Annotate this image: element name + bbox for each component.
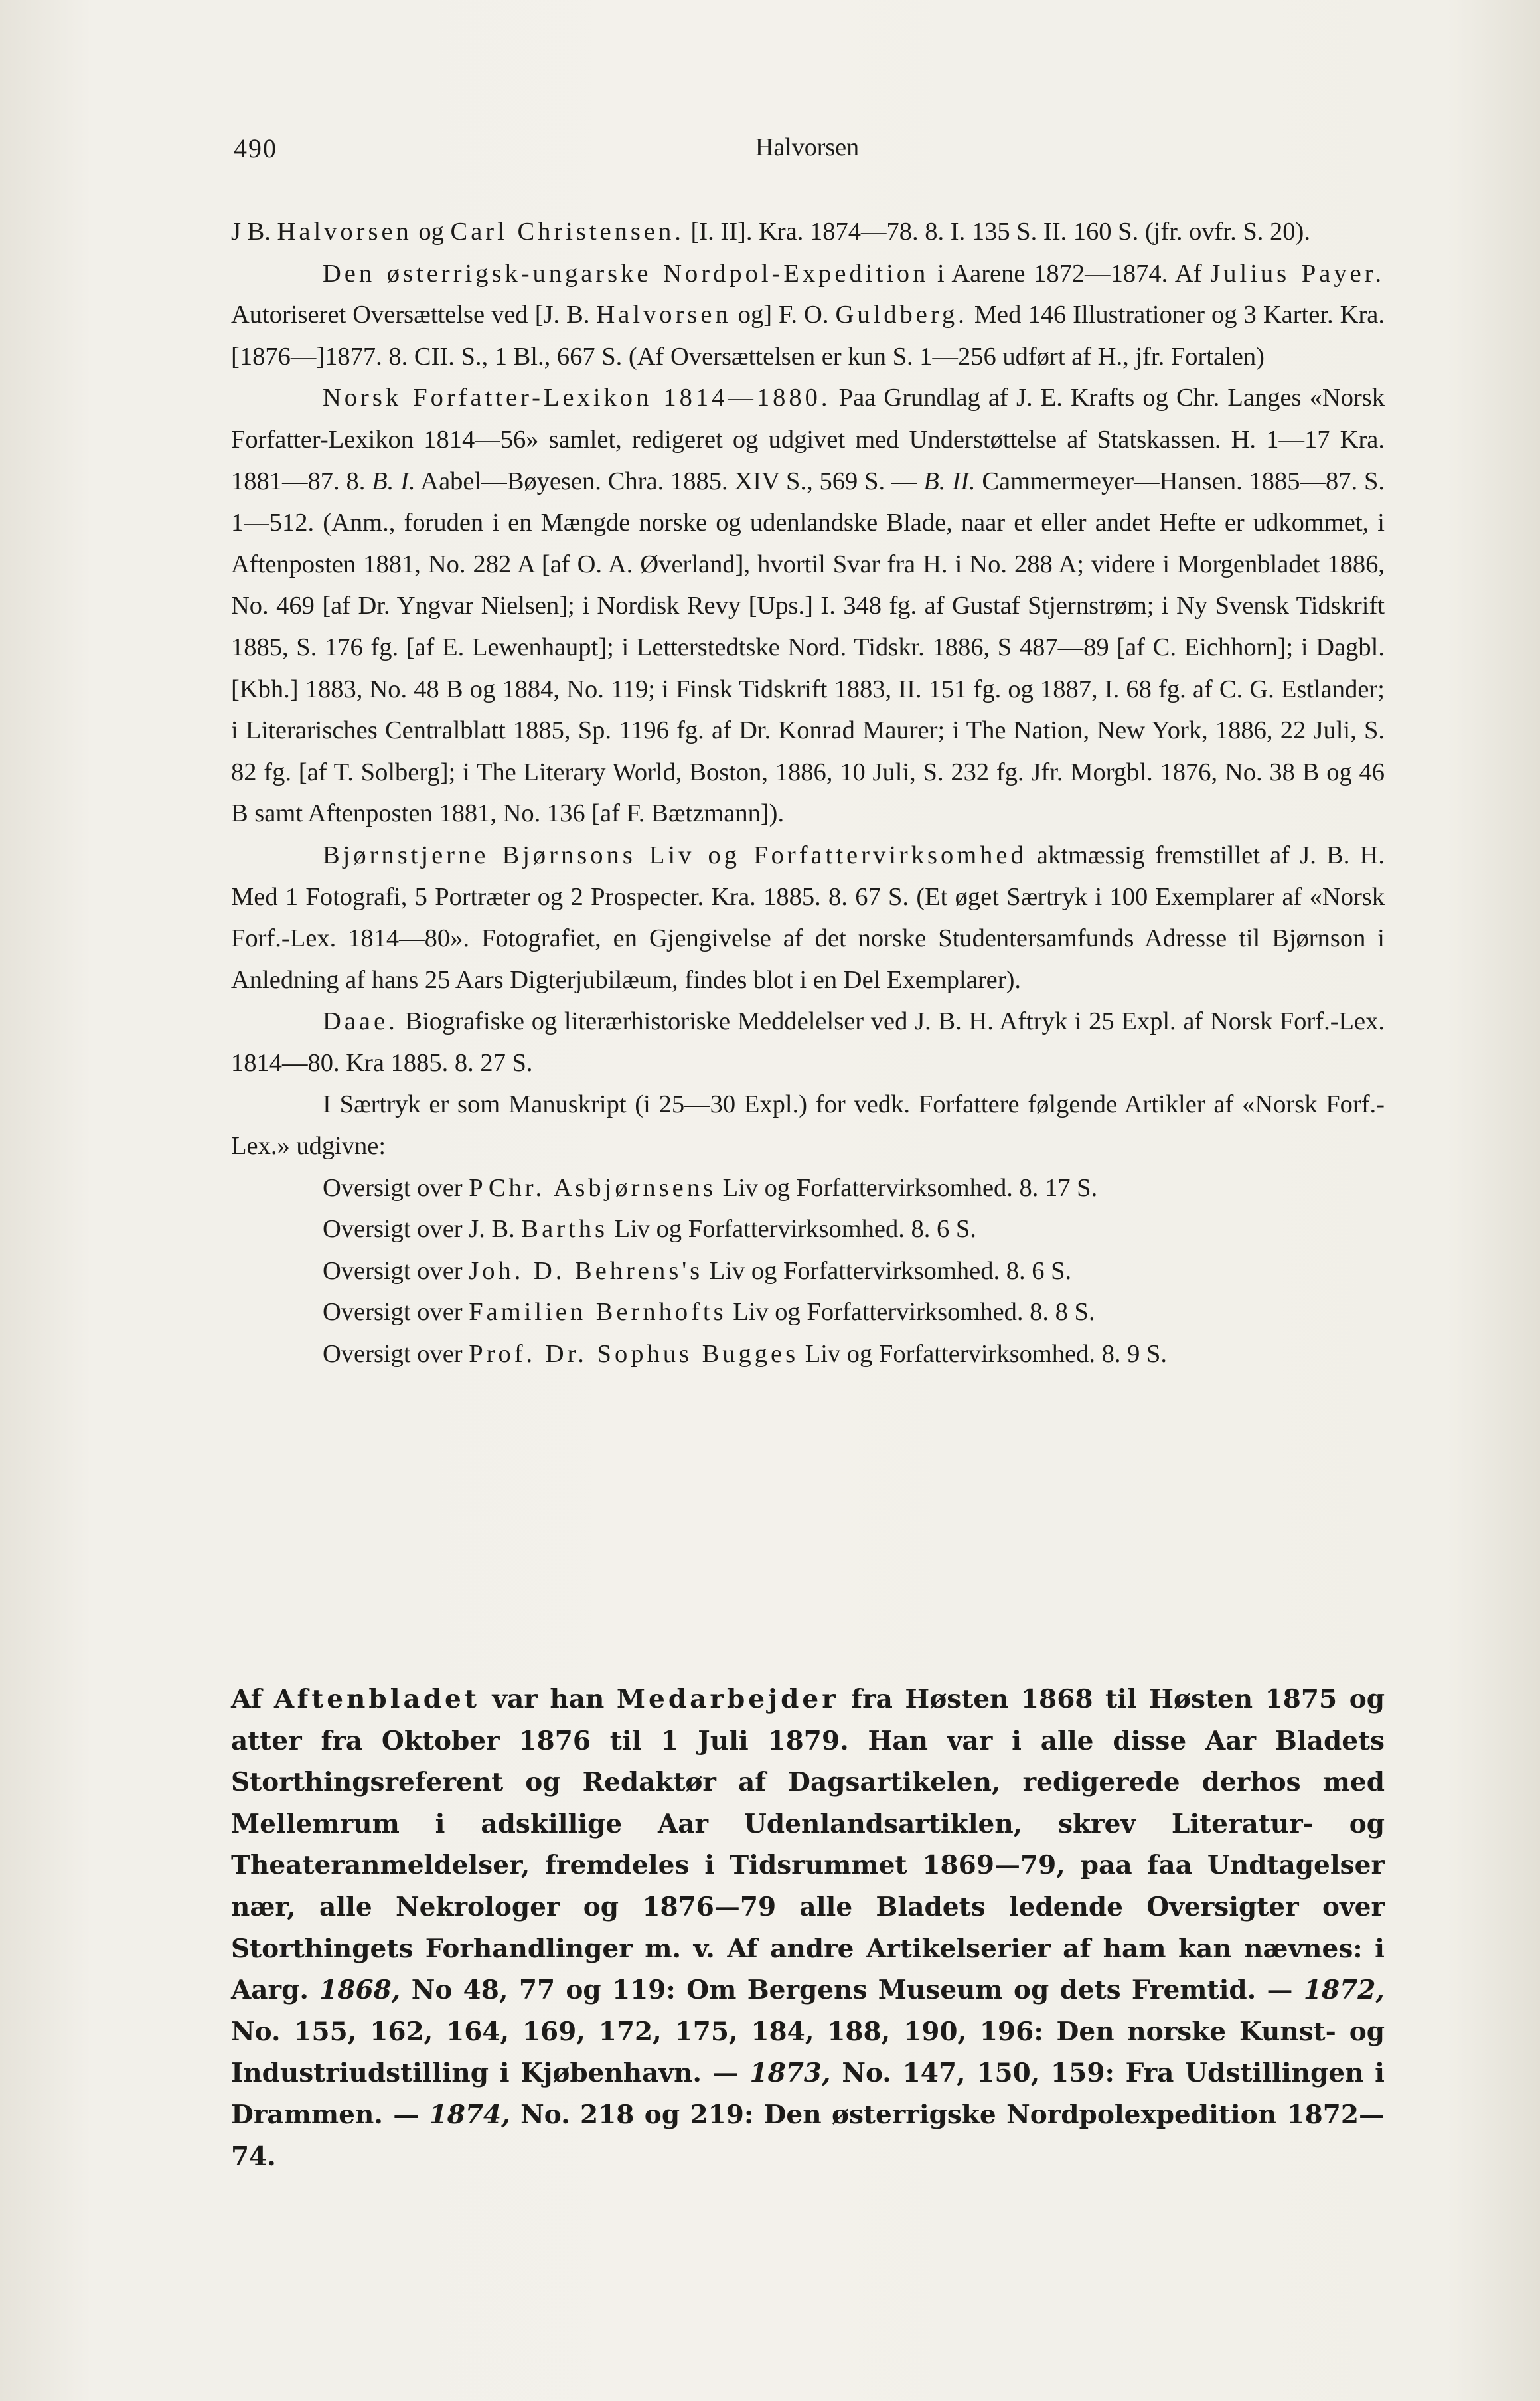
text-run: Oversigt over xyxy=(323,1340,469,1368)
offprint-list-item xyxy=(231,1250,1385,1292)
page-header xyxy=(234,133,1381,173)
spaced-emphasis: Norsk Forfatter-Lexikon 1814—1880. xyxy=(323,384,831,412)
text-run: fra Høsten 1868 til Høsten 1875 og atter fra Oktober 1876 til 1 Juli 1879. Han var i alle disse Aar Bladets Storthingsreferent og Redaktør af Dagsartikelen, redigerede derhos med Mellemrum i adskillige Aar Udenlandsartiklen, skrev Literatur- og Theateranmeldelser, fremdeles i Tidsrummet 1869—79, paa faa Undtagelser nær, alle Nekrologer og 1876—79 alle Bladets ledende Oversigter over Storthingets Forhandlinger m. v. Af andre Artikelserier af ham kan nævnes: i Aarg. xyxy=(231,1684,1385,2006)
offprint-list-item xyxy=(231,1291,1385,1333)
italic-text: 1872, xyxy=(1303,1975,1385,2006)
bibliography-text xyxy=(231,211,1385,1375)
italic-text: 1873, xyxy=(749,2058,831,2089)
spaced-emphasis: Chr. Asbjørnsens xyxy=(488,1173,716,1202)
spaced-emphasis: Guldberg. xyxy=(835,301,968,329)
spaced-emphasis: Halvorsen xyxy=(596,301,732,329)
page-number: 490 xyxy=(234,133,277,163)
text-run: No. 218 og 219: Den østerrigske Nordpolexpedition 1872—74. xyxy=(231,2099,1385,2172)
text-run: Aabel—Bøyesen. Chra. 1885. XIV S., 569 S. — xyxy=(415,467,924,495)
text-run: No. 147, 150, 159: Fra Udstillingen i Drammen. — xyxy=(231,2058,1385,2130)
bibliography-entry xyxy=(231,377,1385,835)
bibliography-entry xyxy=(231,211,1385,253)
italic-text: 1874, xyxy=(429,2099,510,2130)
text-run: Liv og Forfattervirksomhed. 8. 6 S. xyxy=(607,1215,976,1244)
bibliography-entry xyxy=(231,253,1385,378)
spaced-emphasis: Medarbejder xyxy=(616,1684,839,1714)
text-run: Paa Grundlag af J. E. Krafts og Chr. Langes «Norsk Forfatter-Lexikon 1814—56» samlet, redigeret og udgivet med Understøttelse af Statskassen. H. 1—17 Kra. 1881—87. 8. xyxy=(231,384,1385,495)
italic-text: 1868, xyxy=(319,1975,401,2006)
text-run: Med 146 Illustrationer og 3 Karter. Kra. [1876—]1877. 8. CII. S., 1 Bl., 667 S. (Af Oversættelsen er kun S. 1—256 udført af H., jfr. Fortalen) xyxy=(231,301,1385,371)
aftenbladet-paragraph xyxy=(231,1679,1385,2177)
text-run: Autoriseret Oversættelse ved [J. B. xyxy=(231,301,597,329)
text-run: var han xyxy=(479,1684,617,1714)
spaced-emphasis: Julius Payer. xyxy=(1210,259,1385,288)
text-run: og xyxy=(412,218,451,246)
text-run: J B. xyxy=(231,218,277,246)
text-run: Liv og Forfattervirksomhed. 8. 17 S. xyxy=(716,1173,1098,1202)
bibliography-entry xyxy=(231,1084,1385,1167)
italic-text: B. I. xyxy=(372,467,416,495)
text-run: og] F. O. xyxy=(731,301,836,329)
text-run: Liv og Forfattervirksomhed. 8. 9 S. xyxy=(799,1340,1168,1368)
spaced-emphasis: Carl Christensen. xyxy=(450,218,684,246)
text-run: Oversigt over J. B. xyxy=(323,1215,522,1244)
offprint-list-item xyxy=(231,1208,1385,1250)
text-run: aktmæssig fremstillet af J. B. H. Med 1 Fotografi, 5 Portræter og 2 Prospecter. Kra. 1885. 8. 67 S. (Et øget Særtryk i 100 Exemplarer af «Norsk Forf.-Lex. 1814—80». Fotografiet, en Gjengivelse af det norske Studentersamfunds Adresse til Bjørnson i Anledning af hans 25 Aars Digterjubilæum, findes blot i en Del Exemplarer). xyxy=(231,841,1385,994)
offprint-list-item xyxy=(231,1167,1385,1209)
text-run: Oversigt over xyxy=(323,1298,469,1327)
text-run: Oversigt over xyxy=(323,1256,469,1285)
offprint-list-item xyxy=(231,1333,1385,1375)
spaced-emphasis: Familien Bernhofts xyxy=(469,1298,727,1327)
text-run: [I. II]. Kra. 1874—78. 8. I. 135 S. II. 160 S. (jfr. ovfr. S. 20). xyxy=(684,218,1310,246)
spaced-emphasis: Joh. D. Behrens's xyxy=(469,1256,704,1285)
spaced-emphasis: Daae. xyxy=(323,1007,398,1036)
text-run: Oversigt over P xyxy=(323,1173,489,1202)
text-run: No. 155, 162, 164, 169, 172, 175, 184, 188, 190, 196: Den norske Kunst- og Industriudstilling i Kjøbenhavn. — xyxy=(231,2016,1385,2089)
running-title: Halvorsen xyxy=(755,133,860,161)
text-run: Liv og Forfattervirksomhed. 8. 8 S. xyxy=(726,1298,1095,1327)
text-run: I Særtryk er som Manuskript (i 25—30 Expl.) for vedk. Forfattere følgende Artikler af «Norsk Forf.-Lex.» udgivne: xyxy=(231,1090,1385,1161)
text-run: Af xyxy=(231,1684,274,1714)
bibliography-entry xyxy=(231,1001,1385,1084)
spaced-emphasis: Aftenbladet xyxy=(273,1684,480,1714)
bibliography-entry xyxy=(231,835,1385,1001)
text-run: i Aarene 1872—1874. Af xyxy=(929,259,1211,288)
text-run: Liv og Forfattervirksomhed. 8. 6 S. xyxy=(703,1256,1072,1285)
italic-text: B. II. xyxy=(923,467,976,495)
spaced-emphasis: Bjørnstjerne Bjørnsons Liv og Forfattervirksomhed xyxy=(323,841,1027,869)
spaced-emphasis: Halvorsen xyxy=(277,218,412,246)
text-run: No 48, 77 og 119: Om Bergens Museum og dets Fremtid. — xyxy=(400,1975,1304,2006)
spaced-emphasis: Den østerrigsk-ungarske Nordpol-Expedition xyxy=(323,259,929,288)
text-run: Biografiske og literærhistoriske Meddelelser ved J. B. H. Aftryk i 25 Expl. af Norsk Forf.-Lex. 1814—80. Kra 1885. 8. 27 S. xyxy=(231,1007,1385,1077)
spaced-emphasis: Prof. Dr. Sophus Bugges xyxy=(469,1340,799,1368)
text-run: Cammermeyer—Hansen. 1885—87. S. 1—512. (Anm., foruden i en Mængde norske og udenlandske Blade, naar et eller andet Hefte er udkommet, i Aftenposten 1881, No. 282 A [af O. A. Øverland], hvortil Svar fra H. i No. 288 A; videre i Morgenbladet 1886, No. 469 [af Dr. Yngvar Nielsen]; i Nordisk Revy [Ups.] I. 348 fg. af Gustaf Stjernstrøm; i Ny Svensk Tidskrift 1885, S. 176 fg. [af E. Lewenhaupt]; i Letterstedtske Nord. Tidskr. 1886, S 487—89 [af C. Eichhorn]; i Dagbl. [Kbh.] 1883, No. 48 B og 1884, No. 119; i Finsk Tidskrift 1883, II. 151 fg. og 1887, I. 68 fg. af C. G. Estlander; i Literarisches Centralblatt 1885, Sp. 1196 fg. af Dr. Konrad Maurer; i The Nation, New York, 1886, 22 Juli, S. 82 fg. [af T. Solberg]; i The Literary World, Boston, 1886, 10 Juli, S. 232 fg. Jfr. Morgbl. 1876, No. 38 B og 46 B samt Aftenposten 1881, No. 136 [af F. Bætzmann]). xyxy=(231,467,1385,828)
biographical-note xyxy=(231,1679,1385,2177)
spaced-emphasis: Barths xyxy=(521,1215,608,1244)
